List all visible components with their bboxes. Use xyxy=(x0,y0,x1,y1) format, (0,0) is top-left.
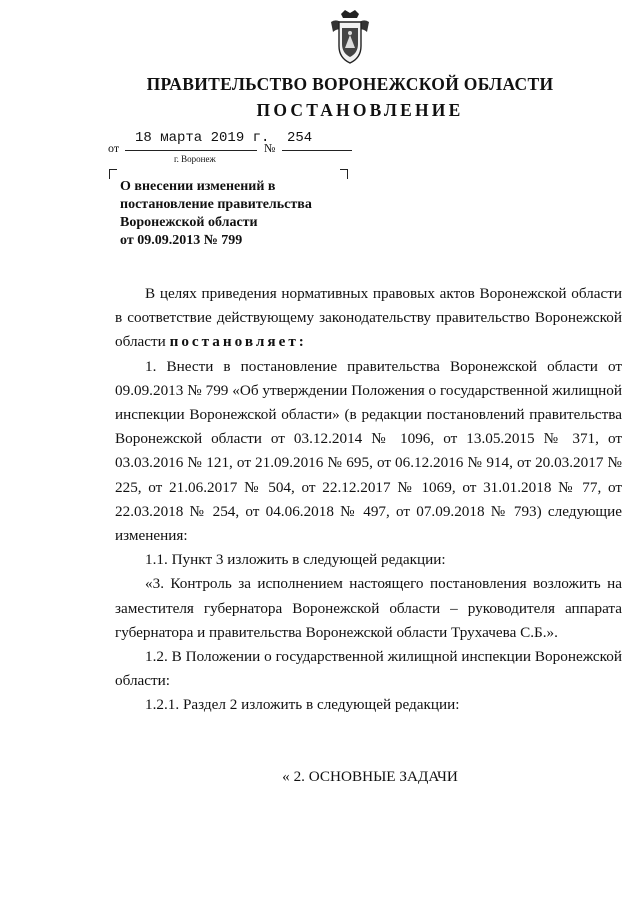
intro-paragraph xyxy=(115,282,622,355)
city-name: г. Воронеж xyxy=(174,154,216,164)
number-value: 254 xyxy=(287,130,313,146)
resolves-word: постановляет: xyxy=(169,333,307,351)
subject-line: Воронежской области xyxy=(120,215,258,230)
date-value: 18 марта 2019 г. xyxy=(135,130,270,146)
document-body xyxy=(115,282,622,718)
paragraph-1-2: 1.2. В Положении о государственной жилищной инспекции Воронежской области: xyxy=(115,648,622,690)
government-title: ПРАВИТЕЛЬСТВО ВОРОНЕЖСКОЙ ОБЛАСТИ xyxy=(146,74,554,94)
paragraph-1-2-1: 1.2.1. Раздел 2 изложить в следующей редакции: xyxy=(145,696,460,714)
date-underline xyxy=(125,150,257,151)
intro-text: В целях приведения нормативных правовых актов Воронежской области в соответствие действующему законодательству правительство Воронежской области xyxy=(115,285,622,351)
paragraph-1-1: 1.1. Пункт 3 изложить в следующей редакции: xyxy=(145,551,446,569)
paragraph-1: 1. Внести в постановление правительства Воронежской области от 09.09.2013 № 799 «Об утверждении Положения о государственной жилищной инспекции Воронежской области» (в редакции постановлений правительства Воронежской области от 03.12.2014 № 1096, от 13.05.2015 № 371, от 03.03.2016 № 121, от 21.09.2016 № 695, от 06.12.2016 № 914, от 20.03.2017 № 225, от 21.06.2017 № 504, от 22.12.2017 № 1069, от 31.01.2018 № 77, от 22.03.2018 № 254, от 04.06.2018 № 497, от 07.09.2018 № 793) следующие изменения: xyxy=(115,357,622,545)
coat-of-arms-emblem xyxy=(327,8,373,66)
section-heading: « 2. ОСНОВНЫЕ ЗАДАЧИ xyxy=(282,768,458,785)
document-subject xyxy=(120,178,360,250)
paragraph-1-1-text: «3. Контроль за исполнением настоящего постановления возложить на заместителя губернатора Воронежской области – руководителя аппарата губернатора и правительства Воронежской области Трухачева С.Б.». xyxy=(115,575,622,641)
document-type-title: ПОСТАНОВЛЕНИЕ xyxy=(256,100,464,120)
subject-line: постановление правительства xyxy=(120,197,312,212)
number-underline xyxy=(282,150,352,151)
left-corner-mark xyxy=(109,169,117,179)
number-prefix: № xyxy=(264,141,276,155)
subject-line: О внесении изменений в xyxy=(120,179,276,194)
date-prefix: от xyxy=(108,141,120,155)
subject-line: от 09.09.2013 № 799 xyxy=(120,233,243,248)
